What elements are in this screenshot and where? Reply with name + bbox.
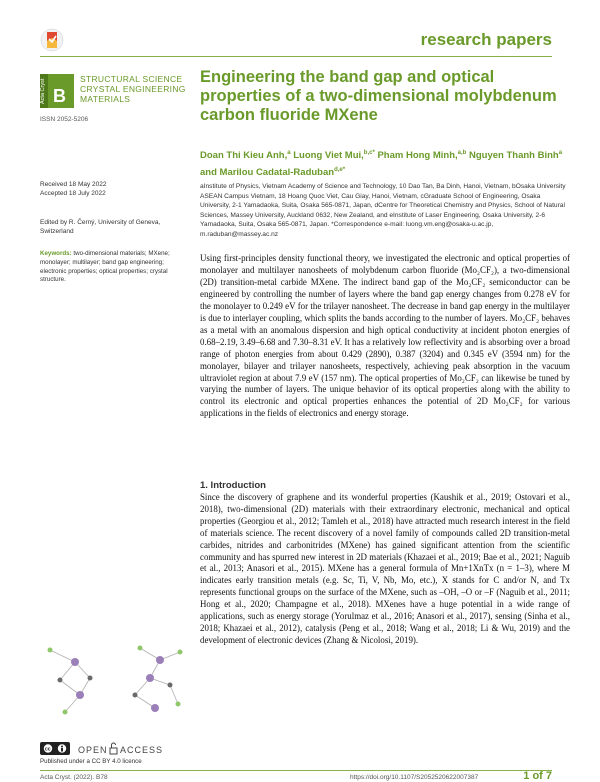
crossmark-icon[interactable]	[40, 28, 64, 52]
journal-logo-icon	[40, 74, 74, 108]
journal-name-line: CRYSTAL ENGINEERING	[80, 84, 186, 94]
author-affil-marker: b,c*	[363, 150, 375, 156]
header-divider	[40, 56, 552, 57]
svg-text:ACCESS: ACCESS	[120, 745, 164, 755]
affiliations: aInstitute of Physics, Vietnam Academy of Science and Technology, 10 Dao Tan, Ba Dinh, Hanoi, Vietnam, bOsaka University ASEAN Campus Vietnam, 18 Hoang Quoc Viet, Cau Giay, Hanoi, Vietnam, cGraduate School of Engineering, Osaka University, 2-1 Yamadaoka, Suita, Osaka 565-0871, Japan, dCentre for Theoretical Chemistry and Physics, School of Natural Sciences, Massey University, Auckland 0632, New Zealand, and eInstitute of Laser Engineering, Osaka University, 2-6 Yamadaoka, Suita, Osaka 565-0871, Japan. *Correspondence e-mail: luong.vm.eng@osaka-u.ac.jp, m.raduban@massey.ac.nz	[200, 183, 566, 238]
received-date: Received 18 May 2022	[40, 181, 107, 188]
abstract: Using first-principles density functional theory, we investigated the electronic and optical properties of monolayer and multilayer nanosheets of molybdenum carbon fluoride (Mo₂CF₂), a two-dimensional (2D) transition-metal carbide MXene. The indirect band gap of the Mo₂CF₂ semiconductor can be engineered by controlling the number of layers where the band gap energy changes from 0.278 eV for the monolayer to 0.249 eV for the trilayer nanosheet. The decrease in band gap energy in the multilayer is due to interlayer coupling, which splits the bands according to the number of layers. Mo₂CF₂ behaves as a metal with an anomalous dispersion and high optical conductivity at incident photon energies of 0.68–2.19, 3.49–6.68 and 7.30–8.31 eV. It has a relatively low reflectivity and is absorbing over a broad range of photon energies from about 0.429 (2890), 0.387 (3204) and 0.345 eV (3594 nm) for the monolayer, bilayer and trilayer nanosheets, respectively, achieving peak absorption in the vacuum ultraviolet region at about 7.9 eV (157 nm). The optical properties of Mo₂CF₂ can likewise be tuned by varying the number of layers. The unique behavior of its optical properties along with the ability to control its electronic and optical properties enhances the potential of 2D Mo₂CF₂ for various applications in the fields of electronics and energy storage.	[200, 253, 570, 419]
footer-doi[interactable]: https://doi.org/10.1107/S2052520622007387	[350, 774, 479, 781]
author-affil-marker: d,e*	[334, 167, 346, 174]
keywords-list: two-dimensional materials; MXene; monolayer; multilayer; band gap engineering; electronic properties; optical properties; crystal structure.	[40, 250, 170, 284]
edited-by: Edited by R. Černý, University of Geneva, Switzerland	[40, 219, 161, 235]
article-title: Engineering the band gap and optical properties of a two-dimensional molybdenum carbon fluoride MXene	[200, 68, 557, 124]
keywords	[40, 250, 185, 285]
journal-logo-letter: B	[53, 86, 66, 106]
journal-logo-side-text: Acta Cryst	[40, 78, 46, 104]
page-number: 1 of 7	[523, 770, 552, 782]
crystal-structure-figure	[40, 640, 190, 722]
issn: ISSN 2052-5206	[40, 116, 89, 123]
author-name[interactable]: Doan Thi Kieu Anh,	[200, 150, 288, 162]
svg-text:OPEN: OPEN	[78, 745, 108, 755]
author-affil-marker: a	[558, 150, 563, 156]
dates	[40, 180, 107, 198]
author-name[interactable]: Nguyen Thanh Binh	[468, 150, 559, 162]
journal-name-line: STRUCTURAL SCIENCE	[80, 74, 183, 84]
journal-name	[80, 74, 186, 104]
author-name[interactable]: Luong Viet Mui,	[293, 150, 364, 162]
author-list	[200, 146, 570, 180]
author-affil-marker: a,b	[457, 150, 467, 156]
footer-citation: Acta Cryst. (2022). B78	[40, 774, 108, 781]
author-name[interactable]: and Marilou Cadatal-Raduban	[200, 167, 335, 179]
keywords-label: Keywords:	[40, 250, 72, 257]
license-text: Published under a CC BY 4.0 licence	[40, 758, 142, 765]
author-affil-marker: a	[287, 150, 291, 156]
accepted-date: Accepted 18 July 2022	[40, 190, 106, 197]
section-label: research papers	[420, 30, 552, 49]
footer-divider	[40, 770, 552, 771]
intro-text: Since the discovery of graphene and its wonderful properties (Kaushik et al., 2019; Ostovari et al., 2018), two-dimensional (2D) materials with their extraordinary electronic, mechanical and optical properties (Georgiou et al., 2012; Tamleh et al., 2018) have attracted much research interest in the field of materials science. The recent discovery of a novel family of compounds called 2D transition-metal carbides, nitrides and carbonitrides (MXene) has gained significant attention from the scientific community and has spurred new interest in 2D materials (Khazaei et al., 2019; Bae et al., 2021; Naguib et al., 2013; Anasori et al., 2015). MXene has a general formula of Mn+1XnTx (n = 1–3), where M indicates early transition metals (e.g. Sc, Ti, V, Nb, Mo, etc.), X stands for C and/or N, and Tx represents functional groups on the surface of the MXene, such as –OH, –O or –F (Naguib et al., 2011; Hong et al., 2020; Champagne et al., 2018). MXenes have a huge potential in a wide range of applications, such as energy storage (Yorulmaz et al., 2016; Anasori et al., 2017), sensing (Sinha et al., 2018; Khazaei et al., 2012), catalysis (Peng et al., 2018; Wang et al., 2018; Li & Wu, 2019) and the development of electronic devices (Zhang & Nicolosi, 2019).	[200, 492, 570, 645]
journal-name-line: MATERIALS	[80, 94, 131, 104]
open-access-badge	[40, 740, 190, 758]
section-heading: 1. Introduction	[200, 480, 266, 491]
open-lock-icon	[110, 743, 117, 754]
svg-text:cc: cc	[45, 746, 51, 753]
author-name[interactable]: Pham Hong Minh,	[377, 150, 458, 162]
